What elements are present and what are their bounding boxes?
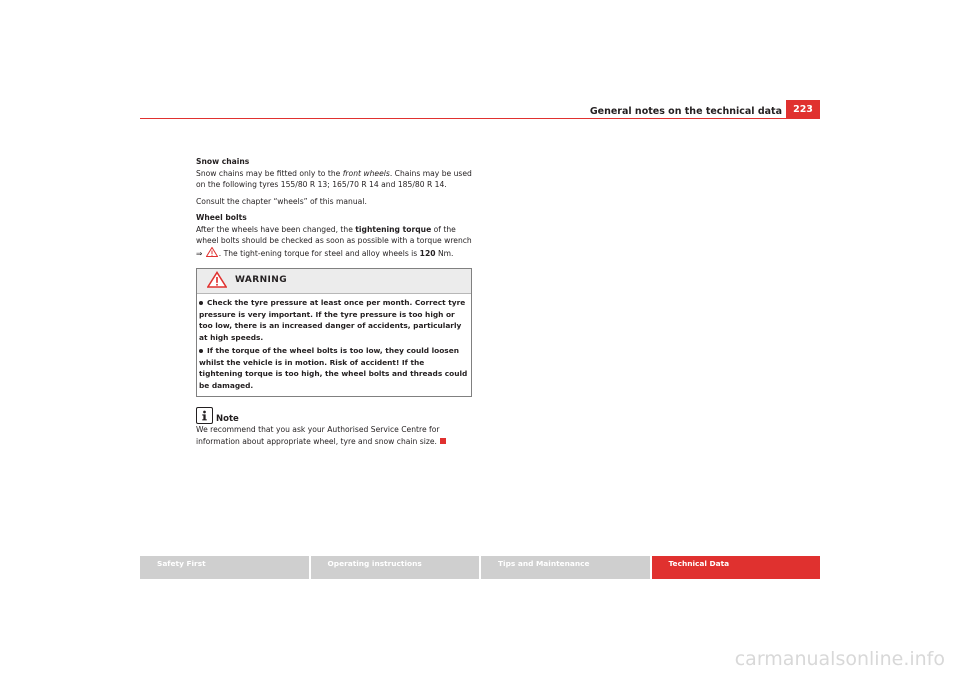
watermark: carmanualsonline.info bbox=[734, 648, 945, 670]
warning-item: Check the tyre pressure at least once per month. Correct tyre pressure is very important. If the tyre pressure is too high or too low, there is an increased danger of accidents, particularly at high speeds. bbox=[199, 298, 466, 342]
main-content bbox=[196, 156, 472, 452]
footer-tab-safety-first[interactable]: Safety First bbox=[140, 556, 309, 579]
info-note-icon bbox=[196, 407, 213, 424]
footer-tab-technical-data[interactable]: Technical Data bbox=[652, 556, 821, 579]
warning-box bbox=[196, 268, 472, 397]
bullet-icon bbox=[199, 349, 203, 353]
warning-title: WARNING bbox=[235, 275, 288, 286]
note-title: Note bbox=[216, 414, 239, 424]
consult-paragraph: Consult the chapter “wheels” of this manual. bbox=[196, 196, 367, 206]
warning-header bbox=[197, 269, 471, 294]
page-header-title: General notes on the technical data bbox=[589, 106, 782, 117]
note-header bbox=[196, 407, 472, 424]
wheel-bolts-heading: Wheel bolts bbox=[196, 213, 247, 222]
footer-nav bbox=[140, 556, 820, 579]
footer-tab-operating-instructions[interactable]: Operating instructions bbox=[311, 556, 480, 579]
note-paragraph: We recommend that you ask your Authorised Service Centre for information about appropriate wheel, tyre and snow chain size. bbox=[196, 424, 472, 447]
end-of-section-mark bbox=[440, 438, 446, 444]
bullet-icon bbox=[199, 301, 203, 305]
warning-triangle-icon bbox=[207, 271, 227, 292]
warning-item: If the torque of the wheel bolts is too low, they could loosen whilst the vehicle is in motion. Risk of accident! If the tightening torque is too high, the wheel bolts and threads could be damaged. bbox=[199, 346, 468, 390]
warning-body bbox=[197, 294, 471, 396]
header-rule bbox=[140, 118, 820, 119]
footer-tab-tips-and-maintenance[interactable]: Tips and Maintenance bbox=[481, 556, 650, 579]
snow-chains-heading: Snow chains bbox=[196, 157, 250, 166]
wheel-bolts-paragraph: After the wheels have been changed, the tightening torque of the wheel bolts should be checked as soon as possible with a torque wrench ⇒ . The tight-ening torque for steel and alloy wheels is 120 Nm. bbox=[196, 224, 472, 258]
snow-chains-paragraph: Snow chains may be fitted only to the front wheels. Chains may be used on the following tyres 155/80 R 13; 165/70 R 14 and 185/80 R 14. bbox=[196, 168, 472, 189]
warning-triangle-icon[interactable] bbox=[206, 247, 218, 257]
page-number: 223 bbox=[786, 100, 820, 119]
